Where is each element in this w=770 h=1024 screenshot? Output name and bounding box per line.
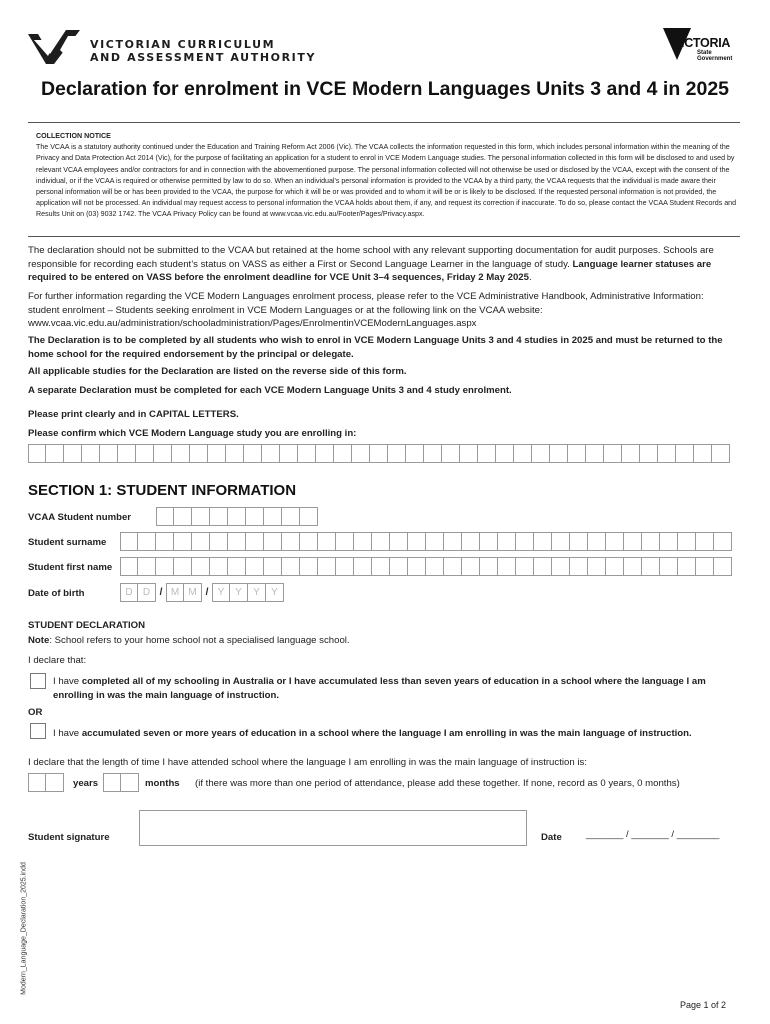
- character-box[interactable]: [660, 532, 678, 551]
- character-box[interactable]: [298, 444, 316, 463]
- surname-label: Student surname: [28, 537, 107, 548]
- months-label: months: [145, 778, 180, 789]
- intro-paragraph-2: For further information regarding the VCE Modern Languages enrolment process, please refer to the VCE Administrative Handbook, Administrative Information: student enrolment – Students seeking enrolment in VCE Modern Languages or at the following link on the VCAA website: www.vcaa.vic.edu.au/administration/schooladministration/Pages/EnrolmentinVCEModernLanguages.aspx: [28, 291, 704, 330]
- character-box[interactable]: [678, 532, 696, 551]
- character-box[interactable]: [190, 444, 208, 463]
- character-box[interactable]: [28, 444, 46, 463]
- character-box[interactable]: [154, 444, 172, 463]
- character-box[interactable]: [460, 444, 478, 463]
- collection-notice: [36, 131, 740, 221]
- character-box[interactable]: [300, 507, 318, 526]
- length-note: (if there was more than one period of attendance, please add these together. If none, record as 0 years, 0 months): [195, 778, 680, 789]
- character-box[interactable]: [316, 444, 334, 463]
- character-box[interactable]: [658, 444, 676, 463]
- character-box[interactable]: [264, 557, 282, 576]
- gov-logo-word: VICTORIA: [673, 36, 731, 50]
- character-box[interactable]: [696, 557, 714, 576]
- character-box[interactable]: [462, 557, 480, 576]
- dob-separator: /: [205, 587, 209, 598]
- length-line: I declare that the length of time I have attended school where the language I am enrolling in was the main language of instruction is:: [28, 757, 587, 768]
- character-box[interactable]: [300, 532, 318, 551]
- dob-label: Date of birth: [28, 588, 85, 599]
- character-box[interactable]: [640, 444, 658, 463]
- character-box[interactable]: [246, 557, 264, 576]
- character-box[interactable]: [354, 557, 372, 576]
- character-box[interactable]: [426, 532, 444, 551]
- character-box[interactable]: [714, 532, 732, 551]
- section-1-title: SECTION 1: STUDENT INFORMATION: [28, 482, 297, 499]
- character-box[interactable]: [406, 444, 424, 463]
- character-box[interactable]: [498, 557, 516, 576]
- character-box[interactable]: [462, 532, 480, 551]
- character-box[interactable]: [372, 532, 390, 551]
- org-line-2: AND ASSESSMENT AUTHORITY: [90, 51, 317, 64]
- gov-logo-sub1: State: [697, 50, 712, 56]
- intro-paragraph-4: All applicable studies for the Declaration are listed on the reverse side of this form.: [28, 366, 407, 377]
- character-box[interactable]: [550, 444, 568, 463]
- character-box[interactable]: [246, 507, 264, 526]
- character-box[interactable]: [46, 773, 64, 792]
- character-box[interactable]: [246, 532, 264, 551]
- surname-input[interactable]: [120, 532, 732, 551]
- dob-year-1[interactable]: Y: [212, 583, 230, 602]
- character-box[interactable]: [136, 444, 154, 463]
- character-box[interactable]: [118, 444, 136, 463]
- character-box[interactable]: [424, 444, 442, 463]
- character-box[interactable]: [642, 557, 660, 576]
- character-box[interactable]: [352, 444, 370, 463]
- character-box[interactable]: [318, 532, 336, 551]
- character-box[interactable]: [228, 557, 246, 576]
- vcaa-logo: [28, 30, 88, 66]
- character-box[interactable]: [624, 557, 642, 576]
- signature-field[interactable]: [139, 810, 527, 846]
- dob-day-1[interactable]: D: [120, 583, 138, 602]
- character-box[interactable]: [28, 773, 46, 792]
- character-box[interactable]: [516, 557, 534, 576]
- character-box[interactable]: [138, 532, 156, 551]
- character-box[interactable]: [156, 557, 174, 576]
- character-box[interactable]: [588, 532, 606, 551]
- vcaa-logo-mark: [28, 30, 88, 66]
- option-1-checkbox[interactable]: [30, 673, 46, 689]
- or-label: OR: [28, 707, 43, 718]
- character-box[interactable]: [588, 557, 606, 576]
- option-1-text: [53, 675, 733, 702]
- gov-logo-sub2: Government: [697, 56, 733, 62]
- character-box[interactable]: [82, 444, 100, 463]
- character-box[interactable]: [478, 444, 496, 463]
- declaration-heading: STUDENT DECLARATION: [28, 620, 146, 631]
- character-box[interactable]: [622, 444, 640, 463]
- character-box[interactable]: [516, 532, 534, 551]
- student-number-label: VCAA Student number: [28, 512, 132, 523]
- character-box[interactable]: [676, 444, 694, 463]
- option-2-bold: accumulated seven or more years of education in a school where the language I am enrolling in was the main language of instruction.: [81, 728, 692, 739]
- character-box[interactable]: [390, 557, 408, 576]
- dob-month-2[interactable]: M: [184, 583, 202, 602]
- character-box[interactable]: [390, 532, 408, 551]
- note-line: [28, 634, 732, 648]
- dob-year-4[interactable]: Y: [266, 583, 284, 602]
- character-box[interactable]: [586, 444, 604, 463]
- character-box[interactable]: [282, 532, 300, 551]
- character-box[interactable]: [228, 507, 246, 526]
- character-box[interactable]: [210, 507, 228, 526]
- character-box[interactable]: [408, 532, 426, 551]
- character-box[interactable]: [208, 444, 226, 463]
- character-box[interactable]: [624, 532, 642, 551]
- years-input[interactable]: [28, 773, 64, 792]
- character-box[interactable]: [642, 532, 660, 551]
- character-box[interactable]: [714, 557, 732, 576]
- character-box[interactable]: [442, 444, 460, 463]
- option-2-checkbox[interactable]: [30, 723, 46, 739]
- character-box[interactable]: [264, 507, 282, 526]
- dob-day-2[interactable]: D: [138, 583, 156, 602]
- character-box[interactable]: [264, 532, 282, 551]
- dob-month-1[interactable]: M: [166, 583, 184, 602]
- character-box[interactable]: [46, 444, 64, 463]
- character-box[interactable]: [552, 532, 570, 551]
- org-line-1: VICTORIAN CURRICULUM: [90, 38, 276, 51]
- notice-text: The VCAA is a statutory authority continued under the Education and Training Reform Act 2006 (Vic). The VCAA collects the information requested in this form, which includes personal information within the meaning of the Privacy and Data Protection Act 2014 (Vic), for the purpose of facilitating an application for a student to enrol in VCE Modern Language studies. The personal information collected in this form will be disclosed to and used by relevant VCAA employees and/or contractors for and in connection with the abovementioned purpose. The personal information collected will not otherwise be used or disclosed by the VCAA, except with the consent of the individual, or if the VCAA is required or otherwise permitted by law to do so. When an individual's personal information is provided to the VCAA by a third party, the VCAA requests that the individual is made aware their personal information will be or has been provided to the VCAA, the purpose for which it will be or was provided and to whom it will be or is likely to be disclosed. If the requested personal information is not provided, the application will not be processed. An individual may request access to personal information the VCAA holds about them, if any, and request its correction if inaccurate. To do so, please contact the VCAA Student Records and Results Unit on (03) 9032 1742. The VCAA Privacy Policy can be found at www.vcaa.vic.edu.au/Footer/Pages/Privacy.aspx.: [36, 143, 737, 219]
- print-instruction: Please print clearly and in CAPITAL LETTERS.: [28, 409, 239, 420]
- character-box[interactable]: [174, 532, 192, 551]
- character-box[interactable]: [210, 557, 228, 576]
- character-box[interactable]: [696, 532, 714, 551]
- intro-paragraph-5: A separate Declaration must be completed for each VCE Modern Language Units 3 and 4 study enrolment.: [28, 385, 512, 396]
- dob-input[interactable]: [120, 583, 284, 602]
- character-box[interactable]: [336, 557, 354, 576]
- intro-p1-end: .: [528, 272, 532, 284]
- character-box[interactable]: [282, 557, 300, 576]
- character-box[interactable]: [570, 557, 588, 576]
- character-box[interactable]: [121, 773, 139, 792]
- character-box[interactable]: [534, 557, 552, 576]
- option-2-pre: I have: [53, 728, 82, 739]
- intro-p1-text: The declaration should not be submitted to the VCAA but retained at the home school with any relevant supporting documentation for audit purposes. Schools are responsible for recording each student’s status on VASS as either a First or Second Language Learner in the language of study.: [28, 245, 714, 270]
- dob-separator: /: [159, 587, 163, 598]
- note-text: : School refers to your home school not a specialised language school.: [49, 635, 350, 646]
- character-box[interactable]: [408, 557, 426, 576]
- page-title: Declaration for enrolment in VCE Modern Languages Units 3 and 4 in 2025: [40, 78, 730, 100]
- character-box[interactable]: [372, 557, 390, 576]
- character-box[interactable]: [120, 557, 138, 576]
- character-box[interactable]: [138, 557, 156, 576]
- character-box[interactable]: [534, 532, 552, 551]
- character-box[interactable]: [480, 532, 498, 551]
- character-box[interactable]: [228, 532, 246, 551]
- character-box[interactable]: [192, 532, 210, 551]
- dob-year-3[interactable]: Y: [248, 583, 266, 602]
- character-box[interactable]: [606, 557, 624, 576]
- declare-line: I declare that:: [28, 655, 87, 666]
- first-name-label: Student first name: [28, 562, 113, 573]
- character-box[interactable]: [300, 557, 318, 576]
- character-box[interactable]: [120, 532, 138, 551]
- months-input[interactable]: [103, 773, 139, 792]
- character-box[interactable]: [444, 532, 462, 551]
- student-number-input[interactable]: [156, 507, 318, 526]
- character-box[interactable]: [532, 444, 550, 463]
- character-box[interactable]: [570, 532, 588, 551]
- character-box[interactable]: [174, 557, 192, 576]
- character-box[interactable]: [426, 557, 444, 576]
- character-box[interactable]: [336, 532, 354, 551]
- character-box[interactable]: [712, 444, 730, 463]
- character-box[interactable]: [444, 557, 462, 576]
- option-1-pre: I have: [53, 676, 82, 687]
- character-box[interactable]: [388, 444, 406, 463]
- page-number: Page 1 of 2: [680, 1000, 727, 1010]
- character-box[interactable]: [192, 557, 210, 576]
- character-box[interactable]: [480, 557, 498, 576]
- character-box[interactable]: [370, 444, 388, 463]
- date-field[interactable]: _______ / _______ / ________: [586, 829, 720, 840]
- character-box[interactable]: [694, 444, 712, 463]
- character-box[interactable]: [262, 444, 280, 463]
- character-box[interactable]: [192, 507, 210, 526]
- character-box[interactable]: [226, 444, 244, 463]
- character-box[interactable]: [318, 557, 336, 576]
- character-box[interactable]: [172, 444, 190, 463]
- divider: [28, 122, 740, 123]
- character-box[interactable]: [210, 532, 228, 551]
- character-box[interactable]: [174, 507, 192, 526]
- character-box[interactable]: [496, 444, 514, 463]
- notice-heading: COLLECTION NOTICE: [36, 132, 111, 140]
- character-box[interactable]: [606, 532, 624, 551]
- character-box[interactable]: [64, 444, 82, 463]
- vcaa-logo-text: [90, 38, 316, 64]
- character-box[interactable]: [244, 444, 262, 463]
- character-box[interactable]: [354, 532, 372, 551]
- file-name: Modern_Language_Declaration_2025.indd: [20, 862, 28, 995]
- victoria-gov-logo: [663, 28, 739, 68]
- character-box[interactable]: [552, 557, 570, 576]
- character-box[interactable]: [334, 444, 352, 463]
- character-box[interactable]: [156, 507, 174, 526]
- first-name-input[interactable]: [120, 557, 732, 576]
- character-box[interactable]: [604, 444, 622, 463]
- character-box[interactable]: [568, 444, 586, 463]
- study-instruction: Please confirm which VCE Modern Language study you are enrolling in:: [28, 428, 357, 439]
- character-box[interactable]: [280, 444, 298, 463]
- character-box[interactable]: [100, 444, 118, 463]
- note-label: Note: [28, 635, 50, 646]
- date-label: Date: [541, 832, 562, 843]
- character-box[interactable]: [282, 507, 300, 526]
- intro-p1-bold: Language learner statuses are required to be entered on VASS before the enrolment deadline for VCE Unit 3–4 sequences, Friday 2 May 2025: [28, 258, 712, 284]
- character-box[interactable]: [514, 444, 532, 463]
- intro-paragraph-3: The Declaration is to be completed by all students who wish to enrol in VCE Modern Language Units 3 and 4 studies in 2025 and must be returned to the home school for the required endorsement by the principal or delegate.: [28, 335, 723, 360]
- divider: [28, 236, 740, 237]
- option-2-text: [53, 727, 733, 741]
- character-box[interactable]: [103, 773, 121, 792]
- character-box[interactable]: [498, 532, 516, 551]
- character-box[interactable]: [660, 557, 678, 576]
- years-label: years: [73, 778, 99, 789]
- intro-paragraph-1: [28, 244, 732, 285]
- option-1-bold: completed all of my schooling in Australia or I have accumulated less than seven years of education in a school where the language I am enrolling in was the main language of instruction.: [53, 676, 706, 701]
- character-box[interactable]: [678, 557, 696, 576]
- character-box[interactable]: [156, 532, 174, 551]
- dob-year-2[interactable]: Y: [230, 583, 248, 602]
- signature-label: Student signature: [28, 832, 110, 843]
- study-input-boxes[interactable]: [28, 444, 730, 463]
